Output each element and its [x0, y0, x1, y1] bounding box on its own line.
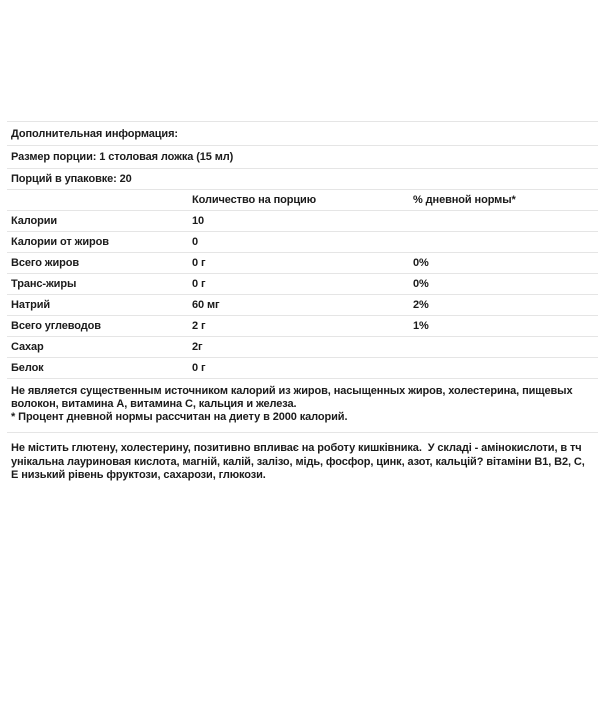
nutrient-amount: 60 мг — [192, 299, 220, 311]
product-info-page — [0, 121, 600, 721]
nutrient-label: Всего жиров — [11, 257, 80, 269]
nutrient-label: Калории от жиров — [11, 236, 109, 248]
servings-per-container-text: Порций в упаковке: 20 — [11, 173, 132, 185]
nutrient-daily-value: 2% — [413, 299, 429, 311]
nutrient-daily-value: 0% — [413, 278, 429, 290]
additional-info-label: Дополнительная информация: — [11, 127, 178, 140]
footnote-not-significant-source: Не является существенным источником калорий из жиров, насыщенных жиров, холестерина, пищевых волокон, витамина А, витамина С, кальция и железа. — [11, 385, 573, 410]
table-row-sugar — [7, 337, 598, 358]
nutrient-label: Всего углеводов — [11, 320, 101, 332]
nutrient-label: Натрий — [11, 299, 51, 311]
nutrient-amount: 0 — [192, 236, 199, 248]
table-row-trans-fat — [7, 274, 598, 295]
servings-per-container-row — [7, 169, 598, 190]
footnote-daily-value-basis: * Процент дневной нормы рассчитан на диету в 2000 калорий. — [11, 411, 348, 423]
nutrient-label: Транс-жиры — [11, 278, 77, 290]
nutrient-label: Белок — [11, 362, 44, 374]
table-row-sodium — [7, 295, 598, 316]
product-description-paragraph: Не містить глютену, холестерину, позитивно впливає на роботу кишківника. У складі - амінокислоти, в тч унікальна лауриновая кислота, магній, калій, залізо, мідь, фосфор, цинк, азот, кальцій? вітаміни В1, В2, С, Е низький рівень фруктози, сахарози, глюкози. — [11, 442, 588, 481]
table-row-calories-from-fat — [7, 232, 598, 253]
table-row-total-fat — [7, 253, 598, 274]
nutrition-column-header-row — [7, 190, 598, 211]
serving-size-text: Размер порции: 1 столовая ложка (15 мл) — [11, 151, 234, 163]
table-row-total-carbs — [7, 316, 598, 337]
additional-info-header-row — [7, 122, 598, 146]
nutrient-label: Калории — [11, 215, 58, 227]
nutrient-amount: 2 г — [192, 320, 206, 332]
nutrient-label: Сахар — [11, 341, 44, 353]
nutrient-daily-value: 0% — [413, 257, 429, 269]
nutrient-amount: 10 — [192, 215, 205, 227]
amount-per-serving-column-header: Количество на порцию — [192, 194, 316, 206]
nutrient-amount: 0 г — [192, 257, 206, 269]
additional-info-table — [7, 121, 598, 433]
table-footnote — [7, 379, 598, 433]
table-row-calories — [7, 211, 598, 232]
nutrient-amount: 2г — [192, 341, 203, 353]
nutrient-amount: 0 г — [192, 362, 206, 374]
daily-value-column-header: % дневной нормы* — [413, 194, 516, 206]
nutrient-daily-value: 1% — [413, 320, 429, 332]
nutrient-amount: 0 г — [192, 278, 206, 290]
table-row-protein — [7, 358, 598, 379]
serving-size-row — [7, 146, 598, 169]
